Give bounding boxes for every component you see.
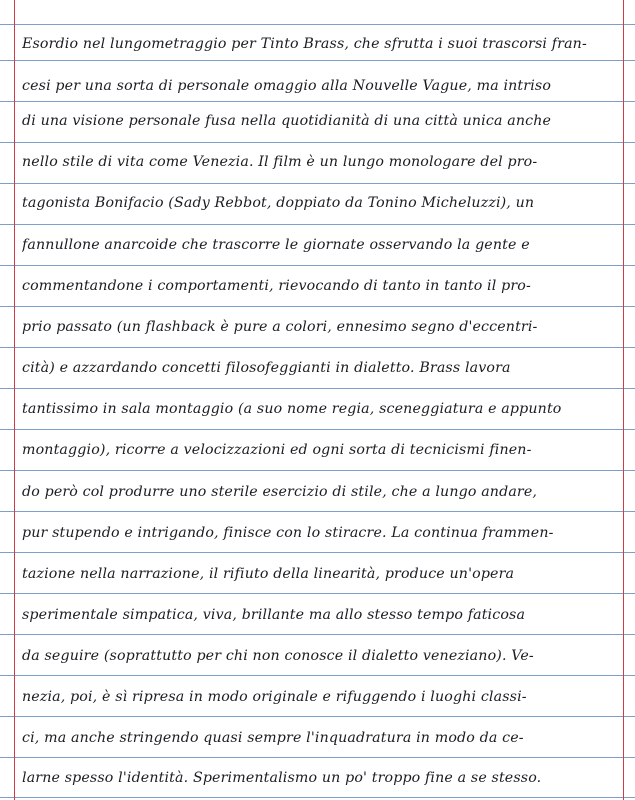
handwritten-line: commentandone i comportamenti, rievocando di tanto in tanto il pro- [22, 278, 531, 294]
handwritten-line: do però col produrre uno sterile esercizio di stile, che a lungo andare, [22, 484, 538, 500]
ruled-line [0, 716, 635, 717]
ruled-line [0, 24, 635, 25]
handwritten-line: tagonista Bonifacio (Sady Rebbot, doppiato da Tonino Micheluzzi), un [22, 195, 535, 211]
handwritten-line: sperimentale simpatica, viva, brillante ma allo stesso tempo faticosa [22, 607, 526, 623]
handwritten-line: larne spesso l'identità. Sperimentalismo un po' troppo fine a se stesso. [22, 770, 542, 786]
ruled-line [0, 224, 635, 225]
ruled-line [0, 183, 635, 184]
handwritten-line: ci, ma anche stringendo quasi sempre l'inquadratura in modo da ce- [22, 730, 524, 746]
ruled-line [0, 60, 635, 61]
ruled-line [0, 593, 635, 594]
handwritten-line: Esordio nel lungometraggio per Tinto Brass, che sfrutta i suoi trascorsi fran- [22, 36, 587, 52]
handwritten-line: montaggio), ricorre a velocizzazioni ed ogni sorta di tecnicismi finen- [22, 442, 532, 458]
ruled-line [0, 306, 635, 307]
ruled-line [0, 265, 635, 266]
handwritten-line: fannullone anarcoide che trascorre le giornate osservando la gente e [22, 237, 530, 253]
handwritten-line: nello stile di vita come Venezia. Il film è un lungo monologare del pro- [22, 154, 538, 170]
ruled-line [0, 101, 635, 102]
ruled-line [0, 797, 635, 798]
ruled-line [0, 675, 635, 676]
ruled-line [0, 470, 635, 471]
left-margin-line [14, 0, 15, 800]
handwritten-line: tantissimo in sala montaggio (a suo nome regia, sceneggiatura e appunto [22, 401, 562, 417]
ruled-line [0, 634, 635, 635]
ruled-line [0, 511, 635, 512]
ruled-line [0, 142, 635, 143]
handwritten-line: prio passato (un flashback è pure a colori, ennesimo segno d'eccentri- [22, 319, 538, 335]
handwritten-line: di una visione personale fusa nella quotidianità di una città unica anche [22, 113, 552, 129]
handwritten-line: cità) e azzardando concetti filosofeggianti in dialetto. Brass lavora [22, 360, 511, 376]
ruled-line [0, 347, 635, 348]
handwritten-line: cesi per una sorta di personale omaggio alla Nouvelle Vague, ma intriso [22, 78, 552, 94]
handwritten-line: nezia, poi, è sì ripresa in modo originale e rifuggendo i luoghi classi- [22, 689, 527, 705]
handwritten-line: tazione nella narrazione, il rifiuto della linearità, produce un'opera [22, 566, 515, 582]
handwritten-line: da seguire (soprattutto per chi non conosce il dialetto veneziano). Ve- [22, 648, 534, 664]
ruled-line [0, 757, 635, 758]
ruled-line [0, 388, 635, 389]
ruled-line [0, 429, 635, 430]
ruled-line [0, 552, 635, 553]
handwritten-line: pur stupendo e intrigando, finisce con lo stiracre. La continua frammen- [22, 525, 554, 541]
right-margin-line [623, 0, 624, 800]
